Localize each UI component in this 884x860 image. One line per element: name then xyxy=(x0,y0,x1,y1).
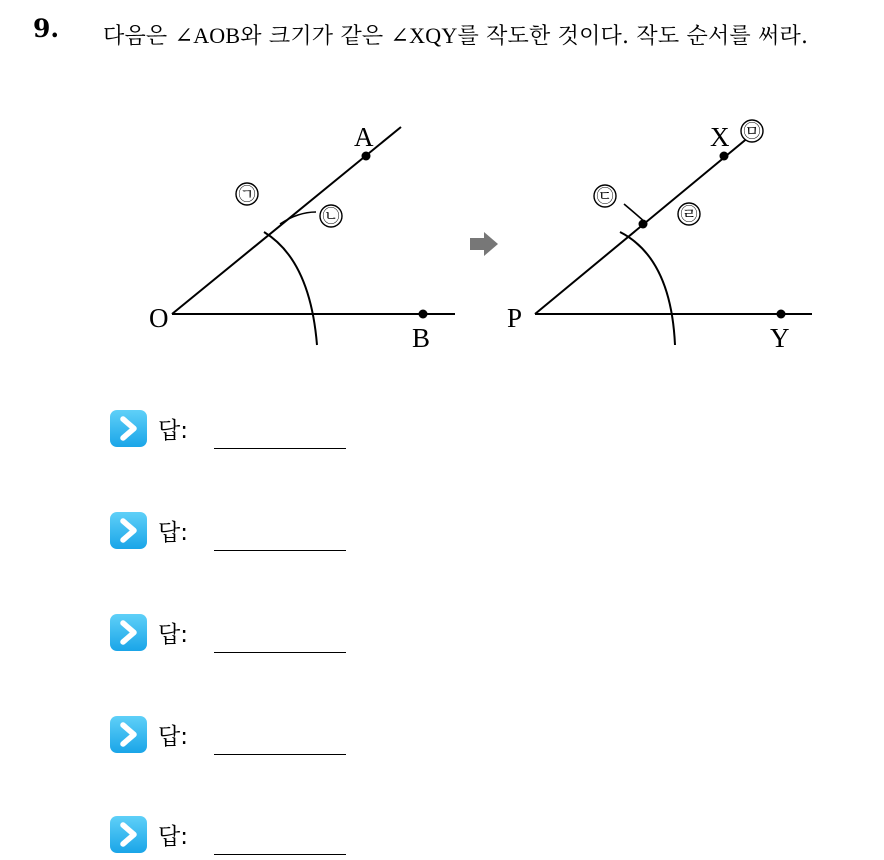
mark-digeut: ㉢ xyxy=(596,187,614,206)
answer-blank[interactable] xyxy=(214,550,346,551)
mark-rieul: ㉣ xyxy=(680,205,698,224)
chevron-right-icon xyxy=(110,512,147,549)
mark-mieum: ㉤ xyxy=(743,122,761,141)
point-intersection xyxy=(639,220,648,229)
arc-gieuk xyxy=(264,232,317,345)
answer-label: 답: xyxy=(158,622,188,648)
answer-label: 답: xyxy=(158,418,188,444)
mark-gieuk-badge xyxy=(236,183,258,205)
right-construction xyxy=(535,127,812,345)
point-y xyxy=(777,310,786,319)
mark-digeut-badge xyxy=(594,185,616,207)
label-o: O xyxy=(149,303,169,333)
question-number: 9. xyxy=(33,14,60,43)
answer-blank[interactable] xyxy=(214,448,346,449)
mark-nieun: ㉡ xyxy=(322,207,340,226)
question-text-part: 다음은 xyxy=(103,24,175,49)
label-p: P xyxy=(507,303,523,333)
answer-label: 답: xyxy=(158,824,188,850)
arc-rieul xyxy=(620,232,675,345)
question-text-part: 와 크기가 같은 xyxy=(240,24,391,49)
mark-mieum-badge xyxy=(741,120,763,142)
point-b xyxy=(419,310,428,319)
label-y: Y xyxy=(770,323,790,353)
question-text xyxy=(103,16,873,56)
question-text-part: 를 작도한 것이다. 작도 순서를 써라. xyxy=(457,24,809,49)
angle-aob: ∠AOB xyxy=(174,23,241,48)
point-x xyxy=(720,152,729,161)
mark-nieun-badge xyxy=(320,205,342,227)
chevron-right-icon xyxy=(110,716,147,753)
answer-label: 답: xyxy=(158,520,188,546)
chevron-right-icon xyxy=(110,410,147,447)
right-arrow-icon xyxy=(470,232,498,256)
label-b: B xyxy=(412,323,431,353)
construction-figure xyxy=(0,100,884,360)
chevron-right-icon xyxy=(110,816,147,853)
answer-blank[interactable] xyxy=(214,854,346,855)
answer-blank[interactable] xyxy=(214,652,346,653)
label-a: A xyxy=(354,122,374,152)
left-construction xyxy=(172,127,455,345)
angle-xqy: ∠XQY xyxy=(390,23,458,48)
chevron-right-icon xyxy=(110,614,147,651)
mark-rieul-badge xyxy=(678,203,700,225)
label-x: X xyxy=(710,122,730,152)
mark-gieuk: ㉠ xyxy=(238,185,256,204)
point-a xyxy=(362,152,371,161)
answer-label: 답: xyxy=(158,724,188,750)
answer-blank[interactable] xyxy=(214,754,346,755)
